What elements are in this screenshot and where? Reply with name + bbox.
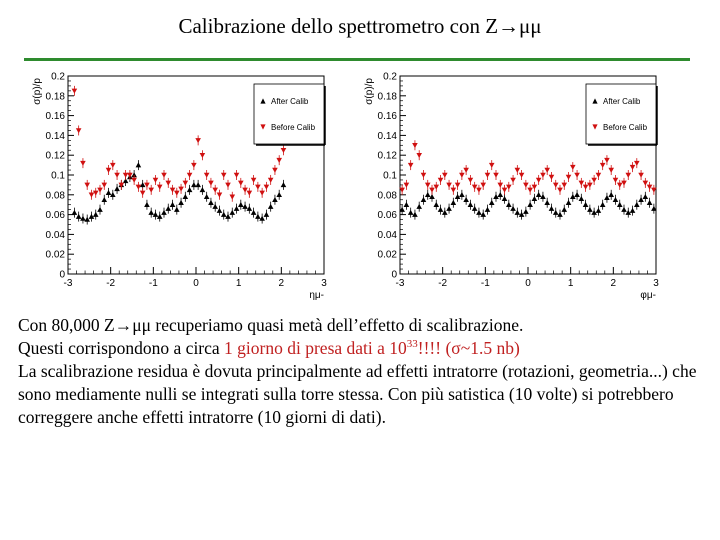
phi-chart-ytick-label: 0.14	[377, 130, 397, 142]
chart-phi-svg	[360, 64, 670, 304]
phi-chart-xlabel: φμ-	[640, 290, 656, 301]
body-line-1: Con 80,000 Z→μμ recuperiamo quasi metà dell’effetto di scalibrazione.	[18, 315, 524, 335]
eta-chart-xtick-label: -1	[148, 278, 158, 289]
eta-chart-ytick-label: 0.06	[45, 210, 65, 222]
phi-chart-xtick-label: 0	[525, 278, 531, 289]
body-line-2-highlight-end: !!!! (σ~1.5 nb)	[417, 338, 520, 358]
phi-chart-ytick-label: 0.06	[377, 210, 397, 222]
phi-chart-xtick-label: 1	[567, 278, 574, 289]
eta-chart-ytick-label: 0.12	[45, 150, 65, 162]
body-line-2	[18, 337, 698, 360]
eta-chart-ytick-label: 0.18	[45, 91, 65, 103]
eta-chart-xtick-label: -2	[106, 278, 116, 289]
phi-chart-ytick-label: 0.2	[383, 71, 397, 83]
phi-chart-ytick-label: 0.08	[377, 190, 397, 202]
chart-eta-svg	[28, 64, 338, 304]
eta-chart-ytick-label: 0.08	[45, 190, 65, 202]
phi-chart-xtick-label: 2	[610, 278, 617, 289]
eta-chart-ytick-label: 0	[59, 269, 65, 281]
body-line-2-highlight: 1 giorno di presa dati a 10	[224, 338, 407, 358]
eta-chart-ytick-label: 0.14	[45, 130, 65, 142]
eta-chart-ytick-label: 0.16	[45, 111, 65, 123]
phi-chart-xtick-label: -2	[438, 278, 448, 289]
phi-chart-ytick-label: 0.1	[383, 170, 397, 182]
body-line-2-exponent: 33	[406, 338, 418, 351]
chart-phi	[360, 64, 670, 304]
title-underline	[24, 58, 690, 61]
phi-chart-ytick-label: 0.04	[377, 229, 397, 241]
phi-chart-ytick-label: 0.12	[377, 150, 397, 162]
phi-chart-ytick-label: 0.02	[377, 249, 397, 261]
eta-chart-ytick-label: 0.1	[51, 170, 65, 182]
eta-chart-xtick-label: 0	[193, 278, 199, 289]
phi-chart-legend-box	[586, 84, 656, 144]
slide-body	[18, 314, 698, 429]
eta-chart-ytick-label: 0.02	[45, 249, 65, 261]
body-line-2-text: Questi corrispondono a circa	[18, 338, 225, 358]
phi-chart-ytick-label: 0	[391, 269, 397, 281]
eta-chart-legend-label-0: After Calib	[271, 97, 309, 106]
eta-chart-xtick-label: -3	[63, 278, 73, 289]
eta-chart-xlabel: ημ-	[309, 290, 324, 301]
eta-chart-ylabel: σ(p)/p	[32, 78, 43, 105]
phi-chart-legend-label-1: Before Calib	[603, 123, 648, 132]
phi-chart-xtick-label: 3	[653, 278, 659, 289]
slide-title: Calibrazione dello spettrometro con Z→μμ	[178, 14, 542, 38]
phi-chart-ytick-label: 0.18	[377, 91, 397, 103]
chart-eta	[28, 64, 338, 304]
eta-chart-xtick-label: 3	[321, 278, 327, 289]
phi-chart-ylabel: σ(p)/p	[364, 78, 375, 105]
eta-chart-xtick-label: 2	[278, 278, 285, 289]
eta-chart-legend-box	[254, 84, 324, 144]
phi-chart-legend-label-0: After Calib	[603, 97, 641, 106]
eta-chart-legend-label-1: Before Calib	[271, 123, 316, 132]
eta-chart-ytick-label: 0.2	[51, 71, 65, 83]
body-paragraph: La scalibrazione residua è dovuta principalmente ad effetti intratorre (rotazioni, geometria...) che sono mediamente nulli se integrati sulla torre stessa. Con più satistica (10 volte) si potrebbero correggere anche effetti intratorre (10 giorni di dati).	[18, 361, 697, 427]
phi-chart-xtick-label: -1	[480, 278, 490, 289]
phi-chart-ytick-label: 0.16	[377, 111, 397, 123]
phi-chart-xtick-label: -3	[395, 278, 405, 289]
eta-chart-ytick-label: 0.04	[45, 229, 65, 241]
eta-chart-xtick-label: 1	[235, 278, 242, 289]
